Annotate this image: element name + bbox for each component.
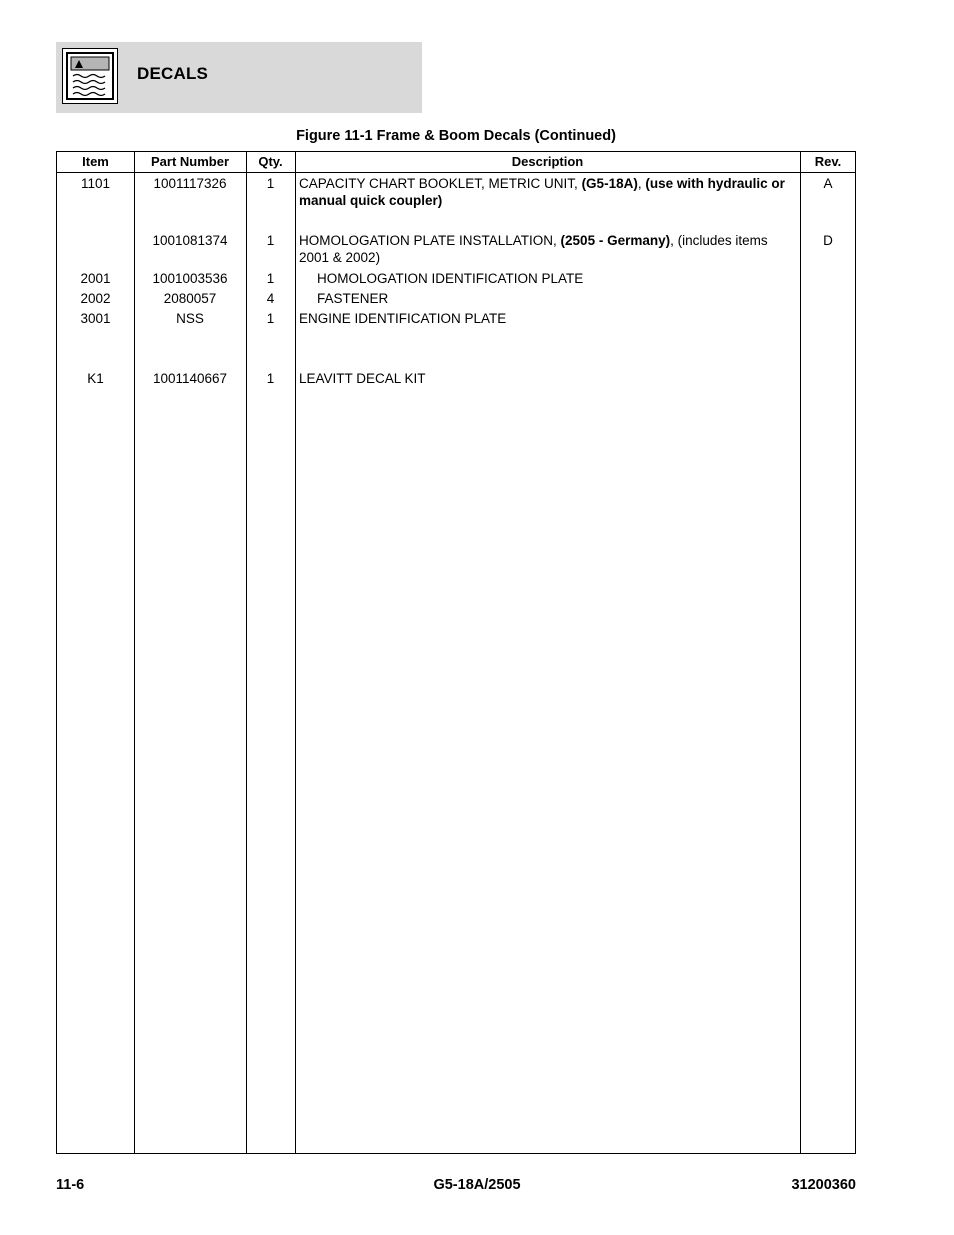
- column-divider: [295, 152, 296, 1153]
- row-part-number: 1001117326: [153, 176, 227, 191]
- row-part-number: 1001140667: [152, 371, 228, 386]
- column-header-description: Description: [511, 154, 584, 169]
- row-rev: A: [823, 176, 833, 191]
- desc-region: (2505 - Germany): [560, 233, 671, 248]
- row-description: HOMOLOGATION IDENTIFICATION PLATE: [317, 271, 584, 286]
- row-part-number: 1001081374: [152, 233, 228, 248]
- column-header-item: Item: [82, 154, 109, 169]
- row-item: 2002: [80, 291, 111, 306]
- row-part-number: 2080057: [163, 291, 217, 306]
- desc-separator: ,: [637, 176, 646, 191]
- row-qty: 1: [266, 233, 275, 248]
- row-qty: 1: [266, 371, 275, 386]
- column-header-part-number: Part Number: [150, 154, 230, 169]
- row-qty: 1: [266, 311, 275, 326]
- row-item: K1: [87, 371, 104, 386]
- column-header-rev: Rev.: [814, 154, 842, 169]
- row-part-number: NSS: [176, 311, 204, 326]
- row-description: LEAVITT DECAL KIT: [299, 371, 426, 386]
- header-divider: [57, 172, 855, 173]
- row-qty: 1: [266, 176, 275, 191]
- document-number: 31200360: [791, 1177, 856, 1193]
- row-qty: 1: [266, 271, 275, 286]
- figure-title: Figure 11-1 Frame & Boom Decals (Continued): [296, 128, 616, 144]
- row-description: ENGINE IDENTIFICATION PLATE: [299, 311, 507, 326]
- row-description: FASTENER: [317, 291, 389, 306]
- model-label: G5-18A/2505: [433, 1177, 521, 1193]
- parts-table: [56, 151, 856, 1154]
- row-item: 1101: [80, 176, 111, 191]
- row-rev: D: [823, 233, 833, 248]
- desc-text: CAPACITY CHART BOOKLET, METRIC UNIT,: [299, 176, 582, 191]
- section-title: DECALS: [137, 64, 209, 83]
- column-header-qty: Qty.: [258, 154, 283, 169]
- desc-text: HOMOLOGATION PLATE INSTALLATION,: [299, 233, 561, 248]
- row-qty: 4: [266, 291, 275, 306]
- row-description: [299, 175, 799, 209]
- row-item: 2001: [80, 271, 111, 286]
- decal-sheet-icon: [62, 48, 118, 104]
- desc-note: (use with hydraulic or manual quick coupler): [299, 176, 785, 208]
- desc-model: (G5-18A): [581, 176, 638, 191]
- desc-text-tail: , (includes items 2001 & 2002): [299, 233, 768, 265]
- row-description: [299, 232, 799, 266]
- row-part-number: 1001003536: [152, 271, 228, 286]
- page-number: 11-6: [56, 1177, 85, 1193]
- row-item: 3001: [80, 311, 111, 326]
